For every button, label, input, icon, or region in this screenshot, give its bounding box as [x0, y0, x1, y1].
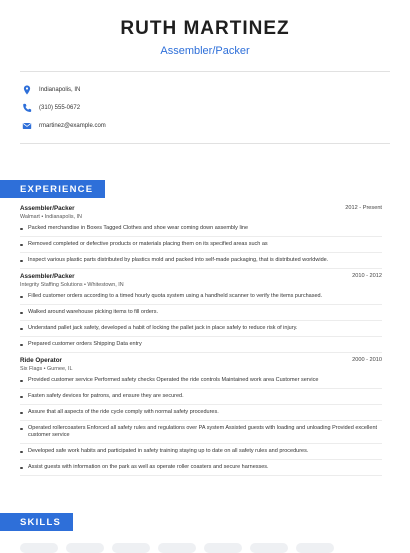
job-bullet: Developed safe work habits and participated in safety training staying up to date on all safety rules and procedures. [20, 448, 382, 455]
job-entry [20, 357, 382, 476]
job-title: Ride Operator [20, 357, 62, 364]
job-bullet: Inspect various plastic parts distributed by plastics mold and packed into self-made packaging, that is distributed worldwide. [20, 257, 382, 264]
contact-phone-text: (310) 555-0672 [39, 105, 81, 111]
job-title: Assembler/Packer [20, 205, 75, 212]
job-bullet: Filled customer orders according to a timed hourly quota system using a handheld scanner to verify the items purchased. [20, 293, 382, 300]
job-company: Integrity Staffing Solutions • Whitestown, IN [20, 282, 124, 288]
map-pin-icon [22, 85, 32, 95]
job-title: Assembler/Packer [20, 273, 75, 280]
job-bullet: Fasten safety devices for patrons, and ensure they are secured. [20, 393, 382, 400]
skill-pill [66, 543, 104, 553]
experience-list [20, 205, 382, 480]
job-bullet: Removed completed or defective products or materials placing them on its specified areas such as [20, 241, 382, 248]
divider [20, 143, 390, 144]
job-bullets [20, 293, 382, 353]
job-bullet: Packed merchandise in Boxes Tagged Clothes and shoe wear coming down assembly line [20, 225, 382, 232]
job-bullet: Assist guests with information on the park as well as operate roller coasters and secure harnesses. [20, 464, 382, 471]
job-entry [20, 205, 382, 269]
job-bullets [20, 225, 382, 269]
contact-phone [22, 99, 410, 117]
resume-header [0, 18, 410, 57]
candidate-name: RUTH MARTINEZ [120, 18, 290, 39]
skill-pill [112, 543, 150, 553]
candidate-title: Assembler/Packer [160, 45, 250, 57]
skill-pill [250, 543, 288, 553]
job-dates: 2010 - 2012 [352, 273, 382, 279]
mail-icon [22, 121, 32, 131]
job-entry [20, 273, 382, 353]
skill-pill [20, 543, 58, 553]
job-dates: 2000 - 2010 [352, 357, 382, 363]
contact-location [22, 81, 410, 99]
contact-location-text: Indianapolis, IN [39, 87, 81, 93]
job-bullet: Provided customer service Performed safety checks Operated the ride controls Maintained work area Customer service [20, 377, 382, 384]
job-dates: 2012 - Present [345, 205, 382, 211]
job-bullet: Prepared customer orders Shipping Data entry [20, 341, 382, 348]
job-company: Walmart • Indianapolis, IN [20, 214, 82, 220]
job-bullets [20, 377, 382, 476]
contact-section [0, 71, 410, 144]
job-bullet: Operated rollercoasters Enforced all safety rules and regulations over PA system Assisted guests with loading and unloading Provided excellent customer service [20, 425, 382, 439]
skill-pill [158, 543, 196, 553]
skills-heading: SKILLS [0, 513, 73, 531]
job-bullet: Assure that all aspects of the ride cycle comply with normal safety procedures. [20, 409, 382, 416]
phone-icon [22, 103, 32, 113]
skill-pill [296, 543, 334, 553]
experience-heading: EXPERIENCE [0, 180, 105, 198]
contact-email-text: rmartinez@example.com [39, 123, 106, 129]
skills-list [20, 543, 334, 553]
contact-email [22, 117, 410, 135]
job-company: Six Flags • Gurnee, IL [20, 366, 73, 372]
job-bullet: Walked around warehouse picking items to fill orders. [20, 309, 382, 316]
job-bullet: Understand pallet jack safety, developed a habit of locking the pallet jack in place safely to reduce risk of injury. [20, 325, 382, 332]
contact-list [0, 72, 410, 143]
skill-pill [204, 543, 242, 553]
